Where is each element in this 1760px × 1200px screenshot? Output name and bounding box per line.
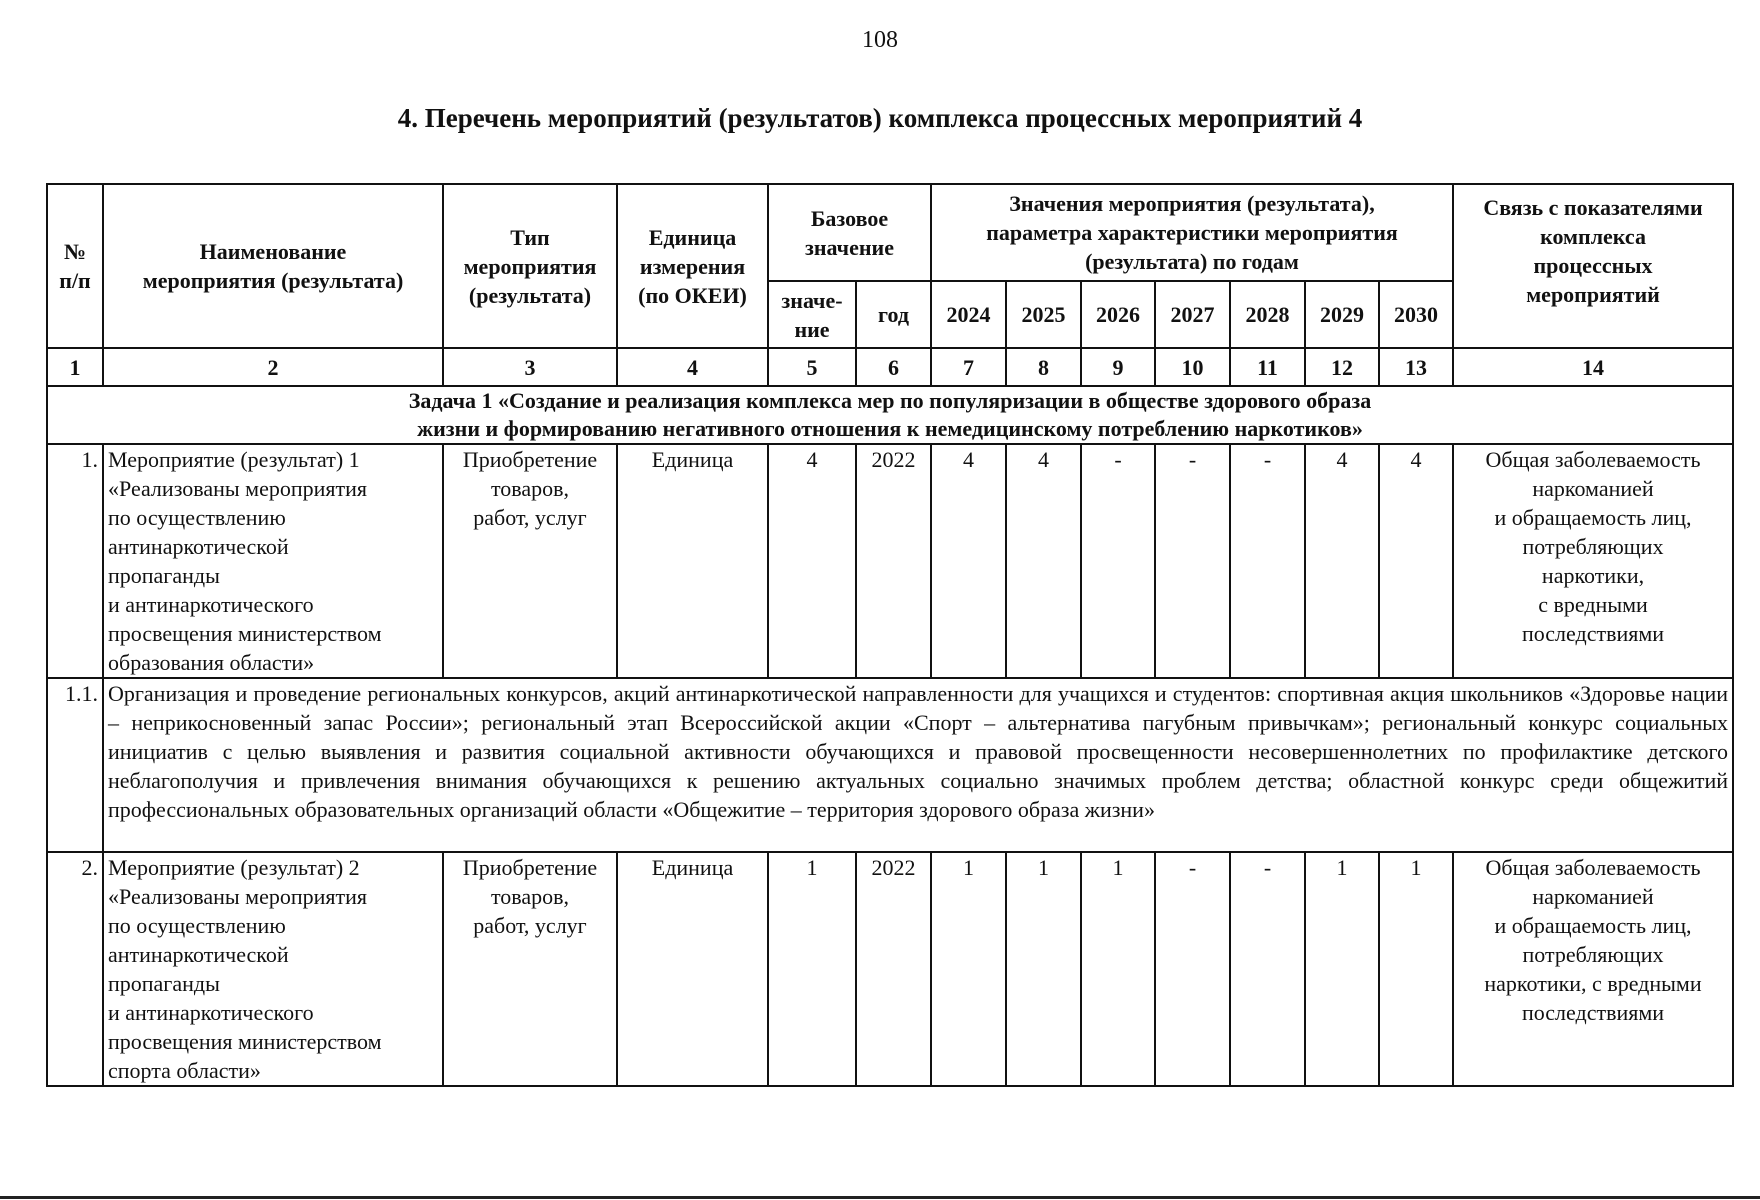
column-number: 2 bbox=[103, 348, 443, 386]
header-year-2026: 2026 bbox=[1081, 281, 1155, 348]
task-row bbox=[47, 386, 1733, 444]
header-row-1 bbox=[47, 184, 1733, 281]
column-number: 4 bbox=[617, 348, 768, 386]
subrow bbox=[47, 678, 1733, 852]
header-base-value: значе- ние bbox=[768, 281, 856, 348]
column-number: 12 bbox=[1305, 348, 1379, 386]
column-number: 11 bbox=[1230, 348, 1305, 386]
page-title: 4. Перечень мероприятий (результатов) комплекса процессных мероприятий 4 bbox=[397, 103, 1363, 133]
row-value-2029: 4 bbox=[1305, 444, 1379, 678]
row-value-2028: - bbox=[1230, 444, 1305, 678]
row-value-2024: 4 bbox=[931, 444, 1006, 678]
header-name: Наименование мероприятия (результата) bbox=[103, 184, 443, 348]
header-link: Связь с показателями комплекса процессных мероприятий bbox=[1453, 184, 1733, 348]
header-num: № п/п bbox=[47, 184, 103, 348]
column-number: 5 bbox=[768, 348, 856, 386]
header-year-2030: 2030 bbox=[1379, 281, 1453, 348]
row-type: Приобретение товаров, работ, услуг bbox=[443, 852, 617, 1086]
table-row bbox=[47, 444, 1733, 678]
column-numbers-row bbox=[47, 348, 1733, 386]
row-value-2028: - bbox=[1230, 852, 1305, 1086]
row-value-2025: 1 bbox=[1006, 852, 1081, 1086]
bottom-rule bbox=[0, 1196, 1760, 1199]
table-row bbox=[47, 852, 1733, 1086]
header-year-2025: 2025 bbox=[1006, 281, 1081, 348]
column-number: 10 bbox=[1155, 348, 1230, 386]
row-base-year: 2022 bbox=[856, 852, 931, 1086]
row-link: Общая заболеваемость наркоманией и обращаемость лиц, потребляющих наркотики, с вредными последствиями bbox=[1453, 852, 1733, 1086]
row-base-year: 2022 bbox=[856, 444, 931, 678]
header-base-year: год bbox=[856, 281, 931, 348]
events-table bbox=[46, 183, 1734, 1087]
row-value-2025: 4 bbox=[1006, 444, 1081, 678]
task-title: Задача 1 «Создание и реализация комплекса мер по популяризации в обществе здорового образа жизни и формированию негативного отношения к немедицинскому потреблению наркотиков» bbox=[47, 386, 1733, 444]
header-year-2028: 2028 bbox=[1230, 281, 1305, 348]
row-num: 1. bbox=[47, 444, 103, 678]
row-unit: Единица bbox=[617, 852, 768, 1086]
subrow-text: Организация и проведение региональных конкурсов, акций антинаркотической направленности для учащихся и студентов: спортивная акция школьников «Здоровье нации – неприкосновенный запас России»; региональный этап Всероссийской акции «Спорт – альтернатива пагубным привычкам»; региональный конкурс социальных инициатив с целью выявления и развития социальной активности обучающихся и правовой просвещенности несовершеннолетних по профилактике детского неблагополучия и привлечения внимания обучающихся к решению актуальных социально значимых проблем детства; областной конкурс среди общежитий профессиональных образовательных организаций области «Общежитие – территория здорового образа жизни» bbox=[103, 678, 1733, 852]
column-number: 9 bbox=[1081, 348, 1155, 386]
row-value-2026: 1 bbox=[1081, 852, 1155, 1086]
row-value-2029: 1 bbox=[1305, 852, 1379, 1086]
column-number: 1 bbox=[47, 348, 103, 386]
row-name: Мероприятие (результат) 2 «Реализованы мероприятия по осуществлению антинаркотической пропаганды и антинаркотического просвещения министерством спорта области» bbox=[103, 852, 443, 1086]
row-base-value: 1 bbox=[768, 852, 856, 1086]
header-base: Базовое значение bbox=[768, 184, 931, 281]
header-year-2027: 2027 bbox=[1155, 281, 1230, 348]
column-number: 3 bbox=[443, 348, 617, 386]
row-value-2030: 4 bbox=[1379, 444, 1453, 678]
header-year-2029: 2029 bbox=[1305, 281, 1379, 348]
header-values-by-years: Значения мероприятия (результата), параметра характеристики мероприятия (результата) по годам bbox=[931, 184, 1453, 281]
row-type: Приобретение товаров, работ, услуг bbox=[443, 444, 617, 678]
page-number: 108 bbox=[862, 27, 898, 53]
header-unit: Единица измерения (по ОКЕИ) bbox=[617, 184, 768, 348]
row-value-2026: - bbox=[1081, 444, 1155, 678]
row-base-value: 4 bbox=[768, 444, 856, 678]
column-number: 13 bbox=[1379, 348, 1453, 386]
column-number: 8 bbox=[1006, 348, 1081, 386]
column-number: 6 bbox=[856, 348, 931, 386]
row-name: Мероприятие (результат) 1 «Реализованы мероприятия по осуществлению антинаркотической пропаганды и антинаркотического просвещения министерством образования области» bbox=[103, 444, 443, 678]
column-number: 7 bbox=[931, 348, 1006, 386]
row-value-2027: - bbox=[1155, 852, 1230, 1086]
row-link: Общая заболеваемость наркоманией и обращаемость лиц, потребляющих наркотики, с вредными последствиями bbox=[1453, 444, 1733, 678]
row-num: 2. bbox=[47, 852, 103, 1086]
row-value-2024: 1 bbox=[931, 852, 1006, 1086]
column-number: 14 bbox=[1453, 348, 1733, 386]
row-value-2030: 1 bbox=[1379, 852, 1453, 1086]
header-year-2024: 2024 bbox=[931, 281, 1006, 348]
row-value-2027: - bbox=[1155, 444, 1230, 678]
header-type: Тип мероприятия (результата) bbox=[443, 184, 617, 348]
row-unit: Единица bbox=[617, 444, 768, 678]
subrow-num: 1.1. bbox=[47, 678, 103, 852]
